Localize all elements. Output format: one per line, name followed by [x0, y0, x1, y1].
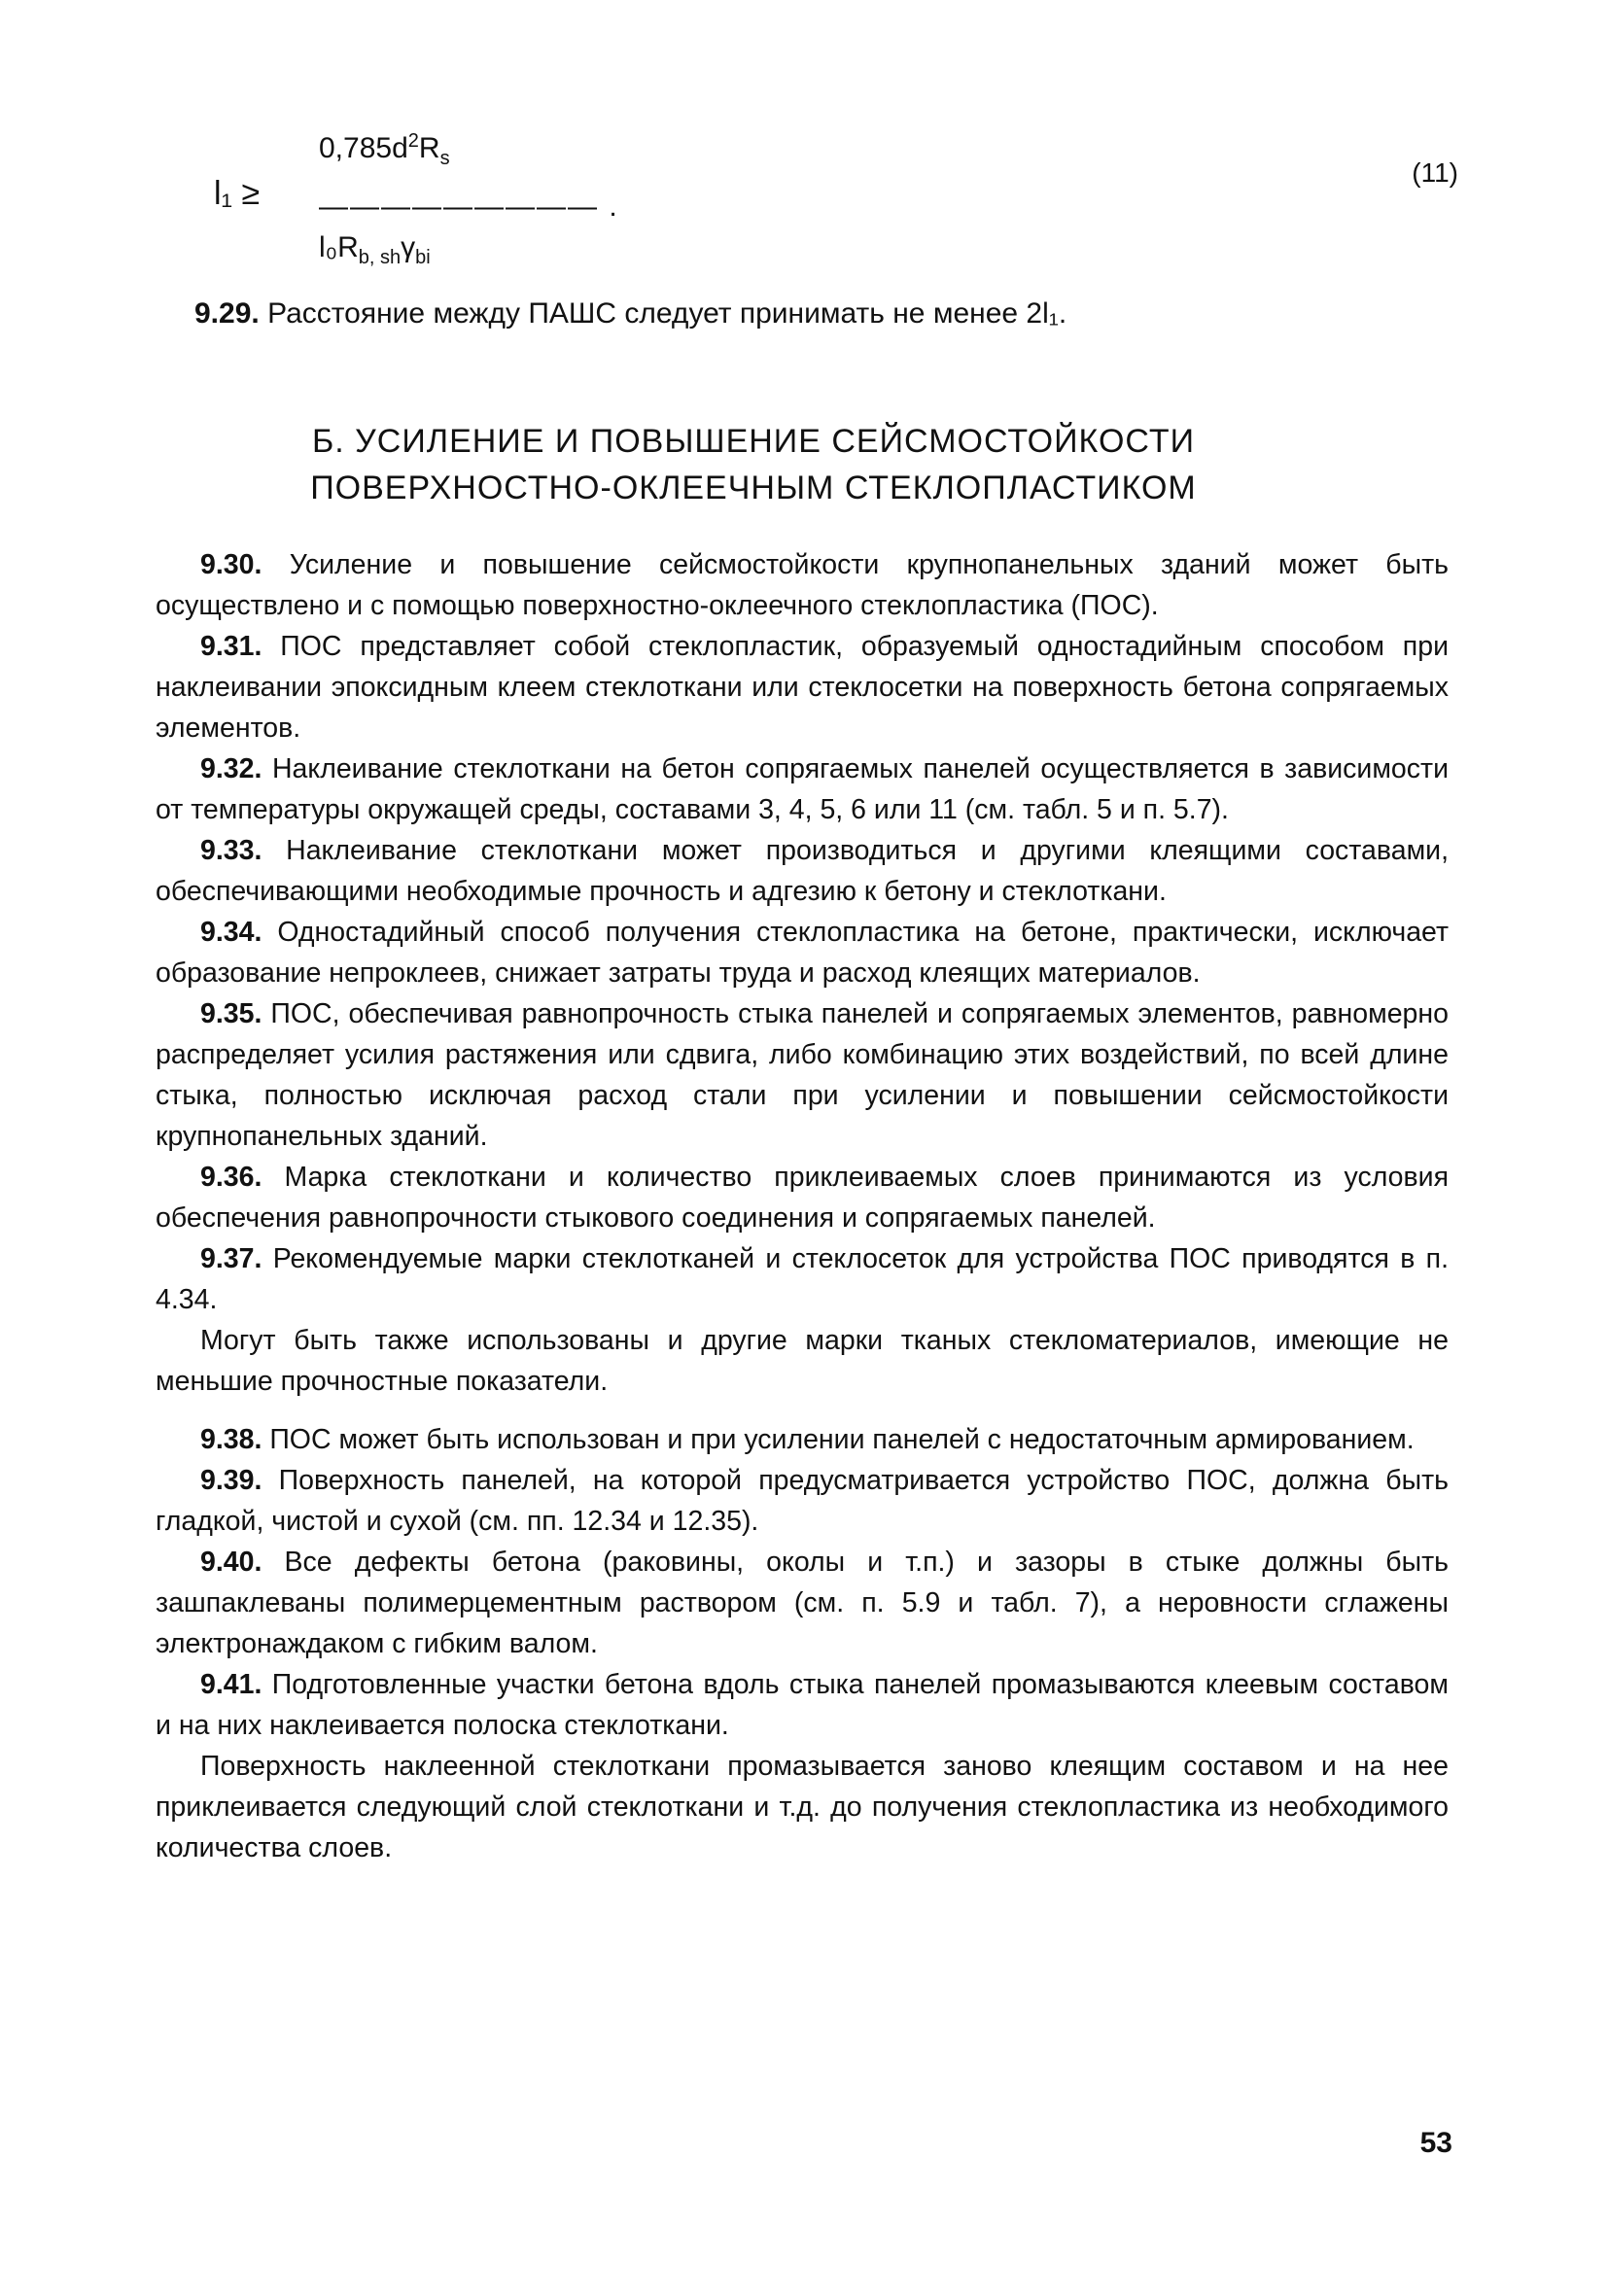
clause-number: 9.41. [200, 1669, 262, 1700]
clause-9-33 [156, 830, 1449, 912]
page-number: 53 [1419, 2127, 1452, 2159]
clause-text: Марка стеклоткани и количество приклеиваемых слоев принимаются из условия обеспечения равнопрочности стыкового соединения и сопрягаемых панелей. [156, 1162, 1450, 1234]
clause-9-37 [156, 1238, 1449, 1320]
clause-9-30 [156, 544, 1449, 626]
formula-denominator: $l_0R_{b, sh}\gamma_{bi}$ [319, 231, 431, 268]
clause-text: Все дефекты бетона (раковины, околы и т.п.) и зазоры в стыке должны быть зашпаклеваны полимерцементным раствором (см. п. 5.9 и табл. 7), а неровности сглажены электронаждаком с гибким валом. [156, 1547, 1449, 1659]
clause-text: Подготовленные участки бетона вдоль стыка панелей промазываются клеевым составом и на них наклеивается полоска стеклоткани. [156, 1669, 1449, 1741]
clause-text: ПОС, обеспечивая равнопрочность стыка панелей и сопрягаемых элементов, равномерно распределяет усилия растяжения или сдвига, либо комбинацию этих воздействий, по всей длине стыка, полностью исключая расход стали при усилении и повышении сейсмостойкости крупнопанельных зданий. [156, 998, 1449, 1152]
clause-9-41 [156, 1664, 1449, 1746]
clause-number: 9.37. [200, 1243, 262, 1274]
clause-9-40 [156, 1542, 1449, 1664]
clause-9-37-continuation [156, 1320, 1449, 1402]
section-heading-line-2: ПОВЕРХНОСТНО-ОКЛЕЕЧНЫМ СТЕКЛОПЛАСТИКОМ [310, 470, 1197, 506]
clause-number: 9.32. [200, 753, 262, 784]
clause-text: ПОС может быть использован и при усилении панелей с недостаточным армированием. [269, 1424, 1415, 1455]
clause-number: 9.34. [200, 917, 262, 948]
clause-text: Поверхность панелей, на которой предусматривается устройство ПОС, должна быть гладкой, чистой и сухой (см. пп. 12.34 и 12.35). [156, 1465, 1449, 1537]
clause-text: ПОС представляет собой стеклопластик, образуемый одностадийным способом при наклеивании эпоксидным клеем стеклоткани или стеклосетки на поверхность бетона сопрягаемых элементов. [156, 631, 1449, 744]
section-heading-line-1: Б. УСИЛЕНИЕ И ПОВЫШЕНИЕ СЕЙСМОСТОЙКОСТИ [311, 423, 1196, 460]
formula-11 [214, 126, 1458, 282]
clause-9-35 [156, 993, 1449, 1157]
formula-number: (11) [1412, 157, 1458, 188]
clause-text: Рекомендуемые марки стеклотканей и стеклосеток для устройства ПОС приводятся в п. 4.34. [156, 1243, 1449, 1315]
clause-number: 9.33. [200, 835, 262, 866]
clause-text: Одностадийный способ получения стеклопластика на бетоне, практически, исключает образование непроклеев, снижает затраты труда и расход клеящих материалов. [156, 917, 1449, 989]
clause-text: Наклеивание стеклоткани на бетон сопрягаемых панелей осуществляется в зависимости от температуры окружащей среды, составами 3, 4, 5, 6 или 11 (см. табл. 5 и п. 5.7). [156, 753, 1449, 825]
clause-number: 9.31. [200, 631, 262, 662]
clause-9-31 [156, 626, 1449, 748]
body-text [156, 544, 1449, 1868]
clause-number: 9.35. [200, 998, 262, 1029]
clause-9-39 [156, 1460, 1449, 1542]
clause-number: 9.40. [200, 1547, 262, 1578]
clause-9-41-continuation [156, 1746, 1449, 1868]
clause-text: Могут быть также использованы и другие марки тканых стекломатериалов, имеющие не меньшие прочностные показатели. [156, 1325, 1449, 1397]
formula-fraction-line: ――――――――― . [319, 191, 619, 223]
formula-numerator: $0,785d^2R_s$ [319, 130, 450, 169]
section-heading [156, 418, 1351, 511]
clause-number: 9.29. [194, 297, 260, 330]
clause-9-34 [156, 912, 1449, 993]
clause-number: 9.30. [200, 549, 262, 580]
clause-text: Расстояние между ПАШС следует принимать не менее 2l₁. [267, 297, 1067, 330]
clause-9-29 [194, 297, 1066, 330]
clause-9-36 [156, 1157, 1449, 1238]
clause-9-32 [156, 748, 1449, 830]
clause-number: 9.38. [200, 1424, 262, 1455]
clause-number: 9.36. [200, 1162, 262, 1193]
formula-lhs: l₁ ≥ [214, 175, 261, 212]
clause-text: Поверхность наклеенной стеклоткани промазывается заново клеящим составом и на нее приклеивается следующий слой стеклоткани и т.д. до получения стеклопластика из необходимого количества слоев. [156, 1751, 1449, 1863]
clause-text: Усиление и повышение сейсмостойкости крупнопанельных зданий может быть осуществлено и с помощью поверхностно-оклеечного стеклопластика (ПОС). [156, 549, 1449, 621]
clause-9-38 [156, 1419, 1449, 1460]
clause-text: Наклеивание стеклоткани может производиться и другими клеящими составами, обеспечивающими необходимые прочность и адгезию к бетону и стеклоткани. [156, 835, 1449, 907]
clause-number: 9.39. [200, 1465, 262, 1496]
